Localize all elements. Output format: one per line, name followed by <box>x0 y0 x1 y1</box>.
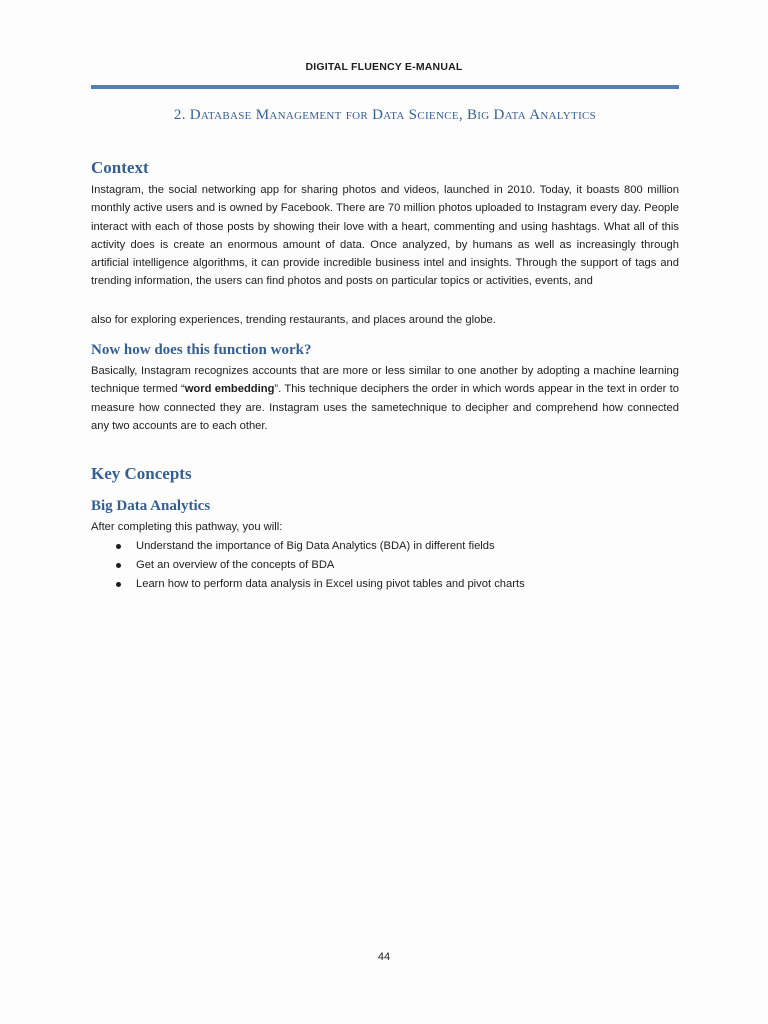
list-item-text: Understand the importance of Big Data Analytics (BDA) in different fields <box>136 540 495 552</box>
how-text-after: ”. This technique deciphers the order in which words appear in the text in order to measure how connected they are. Instagram uses the sametechnique to decipher and comprehend how connected any two accounts are to each other. <box>91 383 680 432</box>
how-text-before: Basically, Instagram recognizes accounts that are more or less similar to one another by adopting a machine learning technique termed “ <box>91 365 679 396</box>
list-item-text: Get an overview of the concepts of BDA <box>136 559 335 572</box>
context-paragraph: Instagram, the social networking app for sharing photos and videos, launched in 2010. Today, it boasts 800 million monthly active users and is owned by Facebook. There are 70 million photos uploaded to Instagram every day. People interact with each of those posts by showing their love with a heart, commenting and using hashtags. What all of this activity does is create an enormous amount of data. Once analyzed, by humans as well as increasingly through artificial intelligence algorithms, it can provide incredible business intel and insights. Through the support of tags and trending information, the users can find photos and posts on particular topics or activities, events, and <box>91 184 679 288</box>
how-it-works-paragraph <box>91 362 679 435</box>
learning-outcomes-list <box>91 537 679 595</box>
header-rule <box>91 85 679 89</box>
bullet-icon <box>116 582 121 587</box>
list-item-text: Learn how to perform data analysis in Excel using pivot tables and pivot charts <box>136 578 525 591</box>
running-header: DIGITAL FLUENCY E-MANUAL <box>305 61 463 73</box>
key-concepts-heading: Key Concepts <box>91 464 192 483</box>
chapter-title: 2. Database Management for Data Science, Big Data Analytics <box>173 107 597 123</box>
big-data-analytics-subheading: Big Data Analytics <box>91 498 211 514</box>
list-item <box>91 575 679 594</box>
list-item <box>91 556 679 575</box>
bullet-icon <box>116 544 121 549</box>
word-embedding-term: word embedding <box>184 383 275 396</box>
context-paragraph-end: also for exploring experiences, trending restaurants, and places around the globe. <box>91 314 496 326</box>
how-it-works-heading: Now how does this function work? <box>91 342 312 358</box>
list-item <box>91 537 679 556</box>
pathway-intro: After completing this pathway, you will: <box>91 521 283 533</box>
page-number: 44 <box>377 951 391 963</box>
bullet-icon <box>116 563 121 568</box>
context-heading: Context <box>91 158 149 177</box>
